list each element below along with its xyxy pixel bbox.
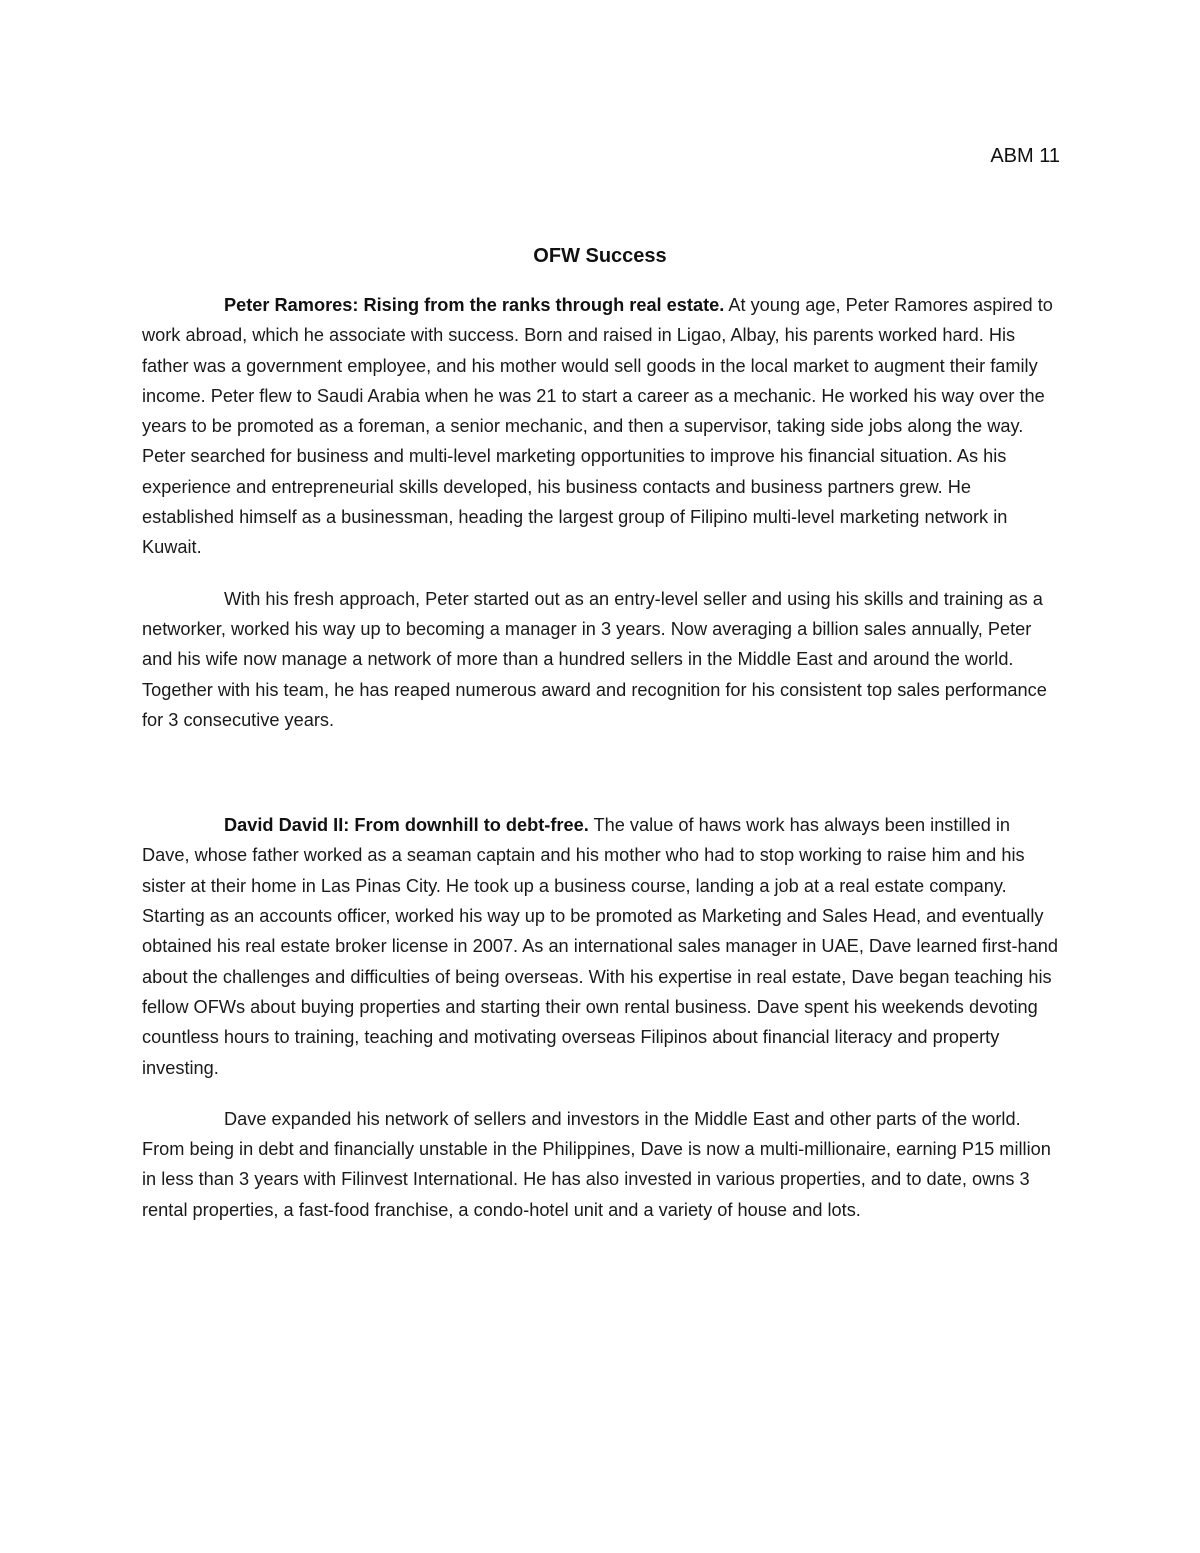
paragraph-spacer [142, 1083, 1062, 1104]
document-body [142, 290, 1062, 1225]
section-1-paragraph-2: With his fresh approach, Peter started out as an entry-level seller and using his skills and training as a networker, worked his way up to becoming a manager in 3 years. Now averaging a billion sales annually, Peter and his wife now manage a network of more than a hundred sellers in the Middle East and around the world. Together with his team, he has reaped numerous award and recognition for his consistent top sales performance for 3 consecutive years. [142, 588, 1047, 730]
section-1-paragraph-1 [142, 290, 1062, 563]
section-2-paragraph-2: Dave expanded his network of sellers and investors in the Middle East and other parts of the world. From being in debt and financially unstable in the Philippines, Dave is now a multi-millionaire, earning P15 million in less than 3 years with Filinvest International. He has also invested in various properties, and to date, owns 3 rental properties, a fast-food franchise, a condo-hotel unit and a variety of house and lots. [142, 1108, 1051, 1220]
class-code: ABM 11 [990, 145, 1060, 167]
section-2-heading: David David II: From downhill to debt-free. [224, 815, 589, 836]
section-1-text-1: At young age, Peter Ramores aspired to work abroad, which he associate with success. Born and raised in Ligao, Albay, his parents worked hard. His father was a government employee, and his mother would sell goods in the local market to augment their family income. Peter flew to Saudi Arabia when he was 21 to start a career as a mechanic. He worked his way over the years to be promoted as a foreman, a senior mechanic, and then a supervisor, taking side jobs along the way. Peter searched for business and multi-level marketing opportunities to improve his financial situation. As his experience and entrepreneurial skills developed, his business contacts and business partners grew. He established himself as a businessman, heading the largest group of Filipino multi-level marketing network in Kuwait. [142, 295, 1053, 558]
section-2-text-1: The value of haws work has always been instilled in Dave, whose father worked as a seaman captain and his mother who had to stop working to raise him and his sister at their home in Las Pinas City. He took up a business course, landing a job at a real estate company. Starting as an accounts officer, worked his way up to be promoted as Marketing and Sales Head, and eventually obtained his real estate broker license in 2007. As an international sales manager in UAE, Dave learned first-hand about the challenges and difficulties of being overseas. With his expertise in real estate, Dave began teaching his fellow OFWs about buying properties and starting their own rental business. Dave spent his weekends devoting countless hours to training, teaching and motivating overseas Filipinos about financial literacy and property investing. [142, 815, 1058, 1078]
paragraph-spacer [142, 563, 1062, 584]
section-1-heading: Peter Ramores: Rising from the ranks through real estate. [224, 295, 725, 315]
document-title: OFW Success [533, 245, 667, 267]
section-2-paragraph-1 [142, 810, 1062, 1083]
section-spacer [142, 735, 1062, 810]
